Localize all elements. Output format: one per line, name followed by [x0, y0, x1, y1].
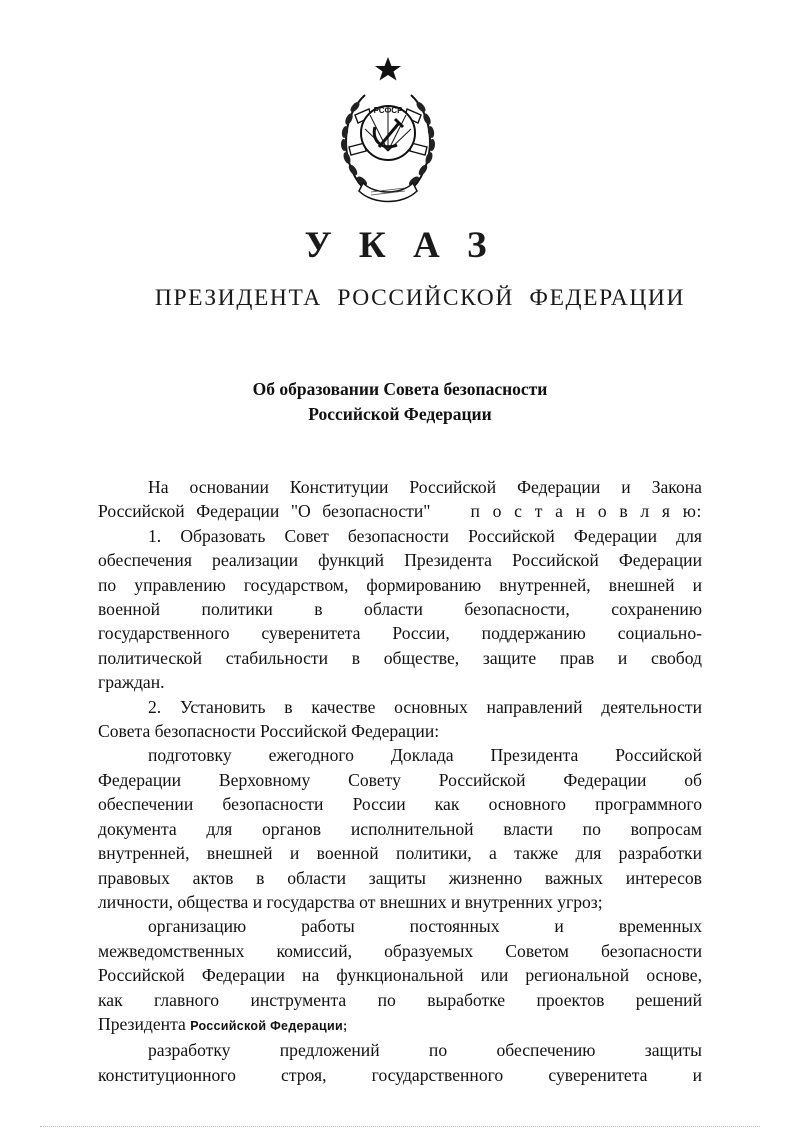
- body-line: [98, 1012, 702, 1038]
- body-line: по управлению государством, формированию внутренней, внешней и: [98, 574, 702, 595]
- decree-heading-line: Об образовании Совета безопасности: [252, 379, 548, 399]
- body-line: политической стабильности в обществе, защите прав и свобод: [98, 647, 702, 668]
- body-line: документа для органов исполнительной власти по вопросам: [98, 818, 702, 839]
- body-line: 1. Образовать Совет безопасности Российской Федерации для: [148, 525, 702, 546]
- body-line: 2. Установить в качестве основных направлений деятельности: [148, 696, 702, 717]
- decree-heading: [0, 377, 800, 427]
- body-line: граждан.: [98, 672, 165, 693]
- body-text: Президента: [98, 1013, 186, 1034]
- body-line: конституционного строя, государственного суверенитета и: [98, 1064, 702, 1085]
- emblem-motto: РСФСР: [373, 106, 403, 115]
- body-line: военной политики в области безопасности, сохранению: [98, 599, 702, 620]
- body-line: государственного суверенитета России, поддержанию социально-: [98, 623, 702, 644]
- body-line: Совета безопасности Российской Федерации:: [98, 721, 440, 742]
- decree-verb: п о с т а н о в л я ю:: [470, 501, 702, 522]
- body-line: внутренней, внешней и военной политики, а также для разработки: [98, 843, 702, 864]
- decree-body: [98, 475, 702, 1087]
- document-title: У К А З: [304, 225, 496, 266]
- coat-of-arms-emblem: [325, 55, 451, 210]
- page-edge-rule: [40, 1126, 760, 1128]
- body-line: На основании Конституции Российской Федерации и Закона: [148, 477, 702, 497]
- decree-heading-line: Российской Федерации: [308, 404, 492, 424]
- typed-insert: Российской Федерации;: [190, 1018, 348, 1033]
- body-line: межведомственных комиссий, образуемых Советом безопасности: [98, 940, 702, 961]
- body-line: Федерации Верховному Совету Российской Федерации об: [98, 769, 702, 790]
- document-subtitle: ПРЕЗИДЕНТА РОССИЙСКОЙ ФЕДЕРАЦИИ: [154, 285, 686, 311]
- body-line: обеспечения реализации функций Президента Российской Федерации: [98, 550, 702, 571]
- body-line: правовых актов в области защиты жизненно важных интересов: [98, 867, 702, 888]
- body-line: как главного инструмента по выработке проектов решений: [98, 989, 702, 1010]
- body-line: Российской Федерации на функциональной или региональной основе,: [98, 965, 702, 986]
- body-text: Российской Федерации "О безопасности": [98, 501, 431, 522]
- body-line: личности, общества и государства от внешних и внутренних угроз;: [98, 891, 603, 912]
- body-line: обеспечении безопасности России как основного программного: [98, 794, 702, 815]
- body-line: подготовку ежегодного Доклада Президента Российской: [148, 745, 702, 766]
- star-icon: [375, 57, 401, 81]
- body-line: разработку предложений по обеспечению защиты: [148, 1040, 702, 1061]
- body-line: [98, 499, 702, 523]
- body-line: организацию работы постоянных и временных: [148, 916, 702, 937]
